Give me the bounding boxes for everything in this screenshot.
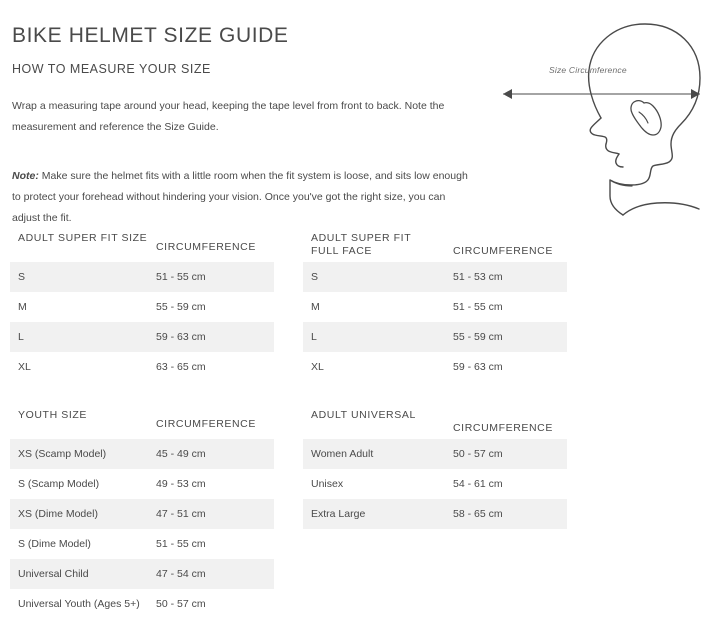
cell-size: S (Dime Model) bbox=[18, 538, 91, 550]
cell-circumference: 59 - 63 cm bbox=[453, 361, 503, 373]
note-paragraph bbox=[12, 166, 472, 229]
cell-size: Extra Large bbox=[311, 508, 366, 520]
cell-circumference: 47 - 54 cm bbox=[156, 568, 206, 580]
intro-paragraph: Wrap a measuring tape around your head, keeping the tape level from front to back. Note the measurement and reference the Size Guide. bbox=[12, 100, 445, 133]
table-row bbox=[10, 529, 274, 559]
section-heading-how-to-measure: HOW TO MEASURE YOUR SIZE bbox=[12, 62, 211, 76]
cell-circumference: 50 - 57 cm bbox=[156, 598, 206, 610]
table-adult-super-fit bbox=[10, 228, 274, 382]
table-row bbox=[303, 322, 567, 352]
cell-circumference: 54 - 61 cm bbox=[453, 478, 503, 490]
note-text: Make sure the helmet fits with a little room when the fit system is loose, and sits low enough to protect your forehead without hindering your vision. Once you've got the right size, you can adjust the fit. bbox=[12, 170, 468, 224]
cell-circumference: 59 - 63 cm bbox=[156, 331, 206, 343]
cell-circumference: 63 - 65 cm bbox=[156, 361, 206, 373]
cell-circumference: 51 - 55 cm bbox=[453, 301, 503, 313]
table-row bbox=[10, 499, 274, 529]
head-profile-illustration bbox=[481, 8, 711, 223]
cell-circumference: 51 - 55 cm bbox=[156, 271, 206, 283]
column-header-circumference: CIRCUMFERENCE bbox=[156, 241, 256, 253]
column-header-size: ADULT SUPER FIT FULL FACE bbox=[311, 232, 412, 257]
table-row bbox=[10, 439, 274, 469]
cell-size: Universal Youth (Ages 5+) bbox=[18, 598, 140, 610]
cell-circumference: 58 - 65 cm bbox=[453, 508, 503, 520]
cell-size: S bbox=[18, 271, 26, 283]
size-circumference-label: Size Circumference bbox=[549, 65, 627, 75]
cell-circumference: 49 - 53 cm bbox=[156, 478, 206, 490]
table-header bbox=[10, 405, 274, 439]
table-header bbox=[303, 405, 567, 439]
table-row bbox=[303, 262, 567, 292]
cell-size: M bbox=[18, 301, 27, 313]
table-row bbox=[303, 292, 567, 322]
cell-circumference: 55 - 59 cm bbox=[453, 331, 503, 343]
cell-circumference: 51 - 55 cm bbox=[156, 538, 206, 550]
cell-size: Women Adult bbox=[311, 448, 374, 460]
column-header-size: YOUTH SIZE bbox=[18, 409, 88, 421]
page-title: BIKE HELMET SIZE GUIDE bbox=[12, 24, 289, 48]
note-label: Note: bbox=[12, 170, 39, 182]
column-header-size: ADULT SUPER FIT SIZE bbox=[18, 232, 148, 244]
table-row bbox=[303, 499, 567, 529]
table-row bbox=[10, 262, 274, 292]
cell-circumference: 51 - 53 cm bbox=[453, 271, 503, 283]
cell-size: XL bbox=[311, 361, 324, 373]
column-header-size: ADULT UNIVERSAL bbox=[311, 409, 416, 421]
cell-circumference: 50 - 57 cm bbox=[453, 448, 503, 460]
table-row bbox=[303, 439, 567, 469]
cell-size: M bbox=[311, 301, 320, 313]
table-row bbox=[10, 469, 274, 499]
cell-size: S bbox=[311, 271, 319, 283]
table-header bbox=[10, 228, 274, 262]
table-adult-universal bbox=[303, 405, 567, 529]
table-row bbox=[10, 589, 274, 619]
cell-size: S (Scamp Model) bbox=[18, 478, 100, 490]
cell-size: Unisex bbox=[311, 478, 344, 490]
table-header bbox=[303, 228, 567, 262]
cell-size: L bbox=[311, 331, 317, 343]
table-adult-super-fit-full-face bbox=[303, 228, 567, 382]
table-row bbox=[10, 559, 274, 589]
table-row bbox=[303, 352, 567, 382]
cell-size: XL bbox=[18, 361, 31, 373]
cell-circumference: 47 - 51 cm bbox=[156, 508, 206, 520]
table-row bbox=[10, 292, 274, 322]
table-row bbox=[10, 352, 274, 382]
cell-size: Universal Child bbox=[18, 568, 89, 580]
double-arrow-icon bbox=[503, 89, 700, 99]
column-header-circumference: CIRCUMFERENCE bbox=[453, 422, 553, 434]
cell-size: L bbox=[18, 331, 24, 343]
column-header-circumference: CIRCUMFERENCE bbox=[453, 245, 553, 257]
cell-size: XS (Dime Model) bbox=[18, 508, 98, 520]
column-header-circumference: CIRCUMFERENCE bbox=[156, 418, 256, 430]
cell-circumference: 55 - 59 cm bbox=[156, 301, 206, 313]
cell-circumference: 45 - 49 cm bbox=[156, 448, 206, 460]
cell-size: XS (Scamp Model) bbox=[18, 448, 107, 460]
table-youth bbox=[10, 405, 274, 619]
table-row bbox=[10, 322, 274, 352]
table-row bbox=[303, 469, 567, 499]
